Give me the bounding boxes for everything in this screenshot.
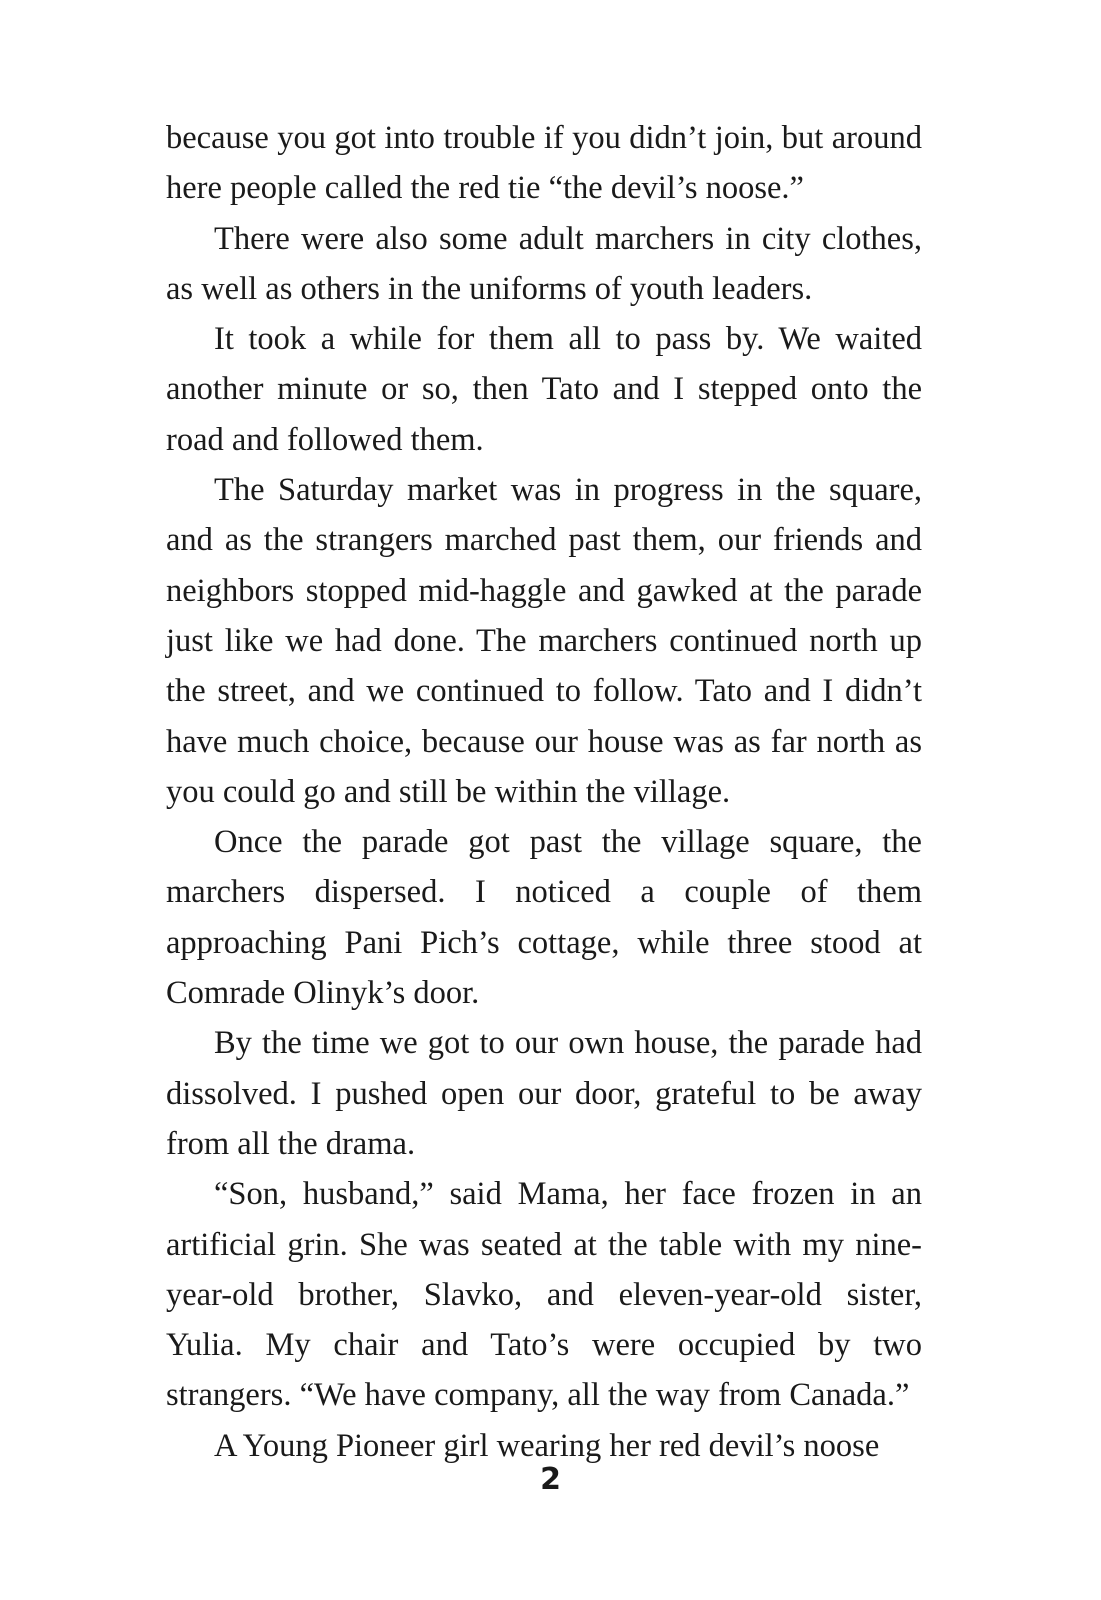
paragraph-4: The Saturday market was in progress in the square, and as the strangers marched past them, our friends and neighbors stopped mid-haggle and gawked at the parade just like we had done. The marchers continued north up the street, and we continued to follow. Tato and I didn’t have much choice, because our house was as far north as you could go and still be within the village. <box>166 472 922 810</box>
paragraph-3: It took a while for them all to pass by. We waited another minute or so, then Tato and I stepped onto the road and followed them. <box>166 321 922 458</box>
paragraph-6: By the time we got to our own house, the parade had dissolved. I pushed open our door, grateful to be away from all the drama. <box>166 1025 922 1162</box>
page-number: 2 <box>540 1462 561 1497</box>
paragraph-5: Once the parade got past the village square, the marchers dispersed. I noticed a couple of them approaching Pani Pich’s cottage, while three stood at Comrade Olinyk’s door. <box>166 824 922 1012</box>
paragraph-2: There were also some adult marchers in city clothes, as well as others in the uniforms of youth leaders. <box>166 220 922 307</box>
paragraph-7: “Son, husband,” said Mama, her face frozen in an artificial grin. She was seated at the table with my nine-year-old brother, Slavko, and eleven-year-old sister, Yulia. My chair and Tato’s were occupied by two strangers. “We have company, all the way from Canada.” <box>166 1176 922 1414</box>
paragraph-1: because you got into trouble if you didn’t join, but around here people called the red tie “the devil’s noose.” <box>166 120 922 207</box>
paragraph-8: A Young Pioneer girl wearing her red devil’s noose <box>214 1427 880 1464</box>
body-text <box>166 113 922 1471</box>
